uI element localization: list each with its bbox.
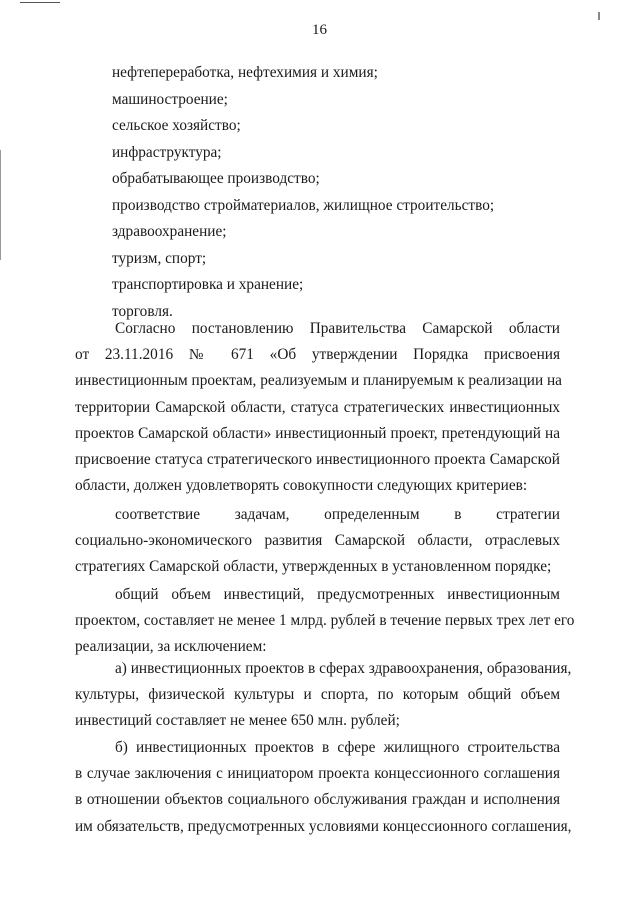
text-line: культуры, физической культуры и спорта, по которым общий объем bbox=[75, 686, 560, 704]
text-line: присвоение статуса стратегического инвестиционного проекта Самарской bbox=[75, 450, 560, 468]
list-item: здравоохранение; bbox=[112, 223, 227, 240]
list-item: обрабатывающее производство; bbox=[112, 170, 320, 187]
scan-artifact bbox=[598, 12, 600, 20]
text-line: социально-экономического развития Самарской области, отраслевых bbox=[75, 532, 560, 550]
list-item: производство стройматериалов, жилищное строительство; bbox=[112, 196, 495, 214]
text-line: проектов Самарской области» инвестиционный проект, претендующий на bbox=[75, 424, 560, 442]
list-item: торговля. bbox=[112, 302, 173, 320]
text-line: области, должен удовлетворять совокупности следующих критериев: bbox=[75, 477, 528, 495]
list-item: туризм, спорт; bbox=[112, 249, 207, 267]
text-line: стратегиях Самарской области, утвержденных в установленном порядке; bbox=[75, 558, 552, 576]
list-item: инфраструктура; bbox=[112, 143, 222, 161]
text-line: от 23.11.2016 № 671 «Об утверждении Порядка присвоения bbox=[75, 346, 560, 364]
text-line: проектом, составляет не менее 1 млрд. рублей в течение первых трех лет его bbox=[75, 612, 575, 630]
text-line: им обязательств, предусмотренных условиями концессионного соглашения, bbox=[75, 817, 572, 835]
paragraph-exception-b bbox=[75, 735, 572, 840]
paragraph-exception-a bbox=[75, 656, 572, 735]
text-line: б) инвестиционных проектов в сфере жилищного строительства bbox=[115, 739, 560, 756]
paragraph-criterion-volume bbox=[75, 582, 575, 661]
list-item: сельское хозяйство; bbox=[112, 117, 241, 134]
page-number: 16 bbox=[312, 22, 327, 38]
paragraph-resolution bbox=[75, 316, 560, 499]
list-item: транспортировка и хранение; bbox=[112, 276, 304, 293]
scan-artifact bbox=[20, 2, 60, 3]
industry-list bbox=[112, 60, 494, 325]
text-line: инвестиций составляет не менее 650 млн. рублей; bbox=[75, 712, 400, 730]
text-line: территории Самарской области, статуса стратегических инвестиционных bbox=[75, 398, 560, 416]
text-line: инвестиционным проектам, реализуемым и планируемым к реализации на bbox=[75, 372, 562, 390]
text-line: в отношении объектов социального обслуживания граждан и исполнения bbox=[75, 791, 560, 809]
text-line: реализации, за исключением: bbox=[75, 638, 267, 656]
list-item: нефтепереработка, нефтехимия и химия; bbox=[112, 64, 378, 81]
list-item: машиностроение; bbox=[112, 90, 228, 108]
text-line: соответствие задачам, определенным в стратегии bbox=[115, 506, 560, 523]
text-line: общий объем инвестиций, предусмотренных инвестиционным bbox=[115, 586, 560, 603]
scan-artifact bbox=[0, 150, 1, 260]
text-line: Согласно постановлению Правительства Самарской области bbox=[115, 320, 560, 337]
text-line: в случае заключения с инициатором проекта концессионного соглашения bbox=[75, 765, 560, 783]
text-line: а) инвестиционных проектов в сферах здравоохранения, образования, bbox=[115, 660, 572, 677]
paragraph-criterion-strategy bbox=[75, 502, 560, 581]
